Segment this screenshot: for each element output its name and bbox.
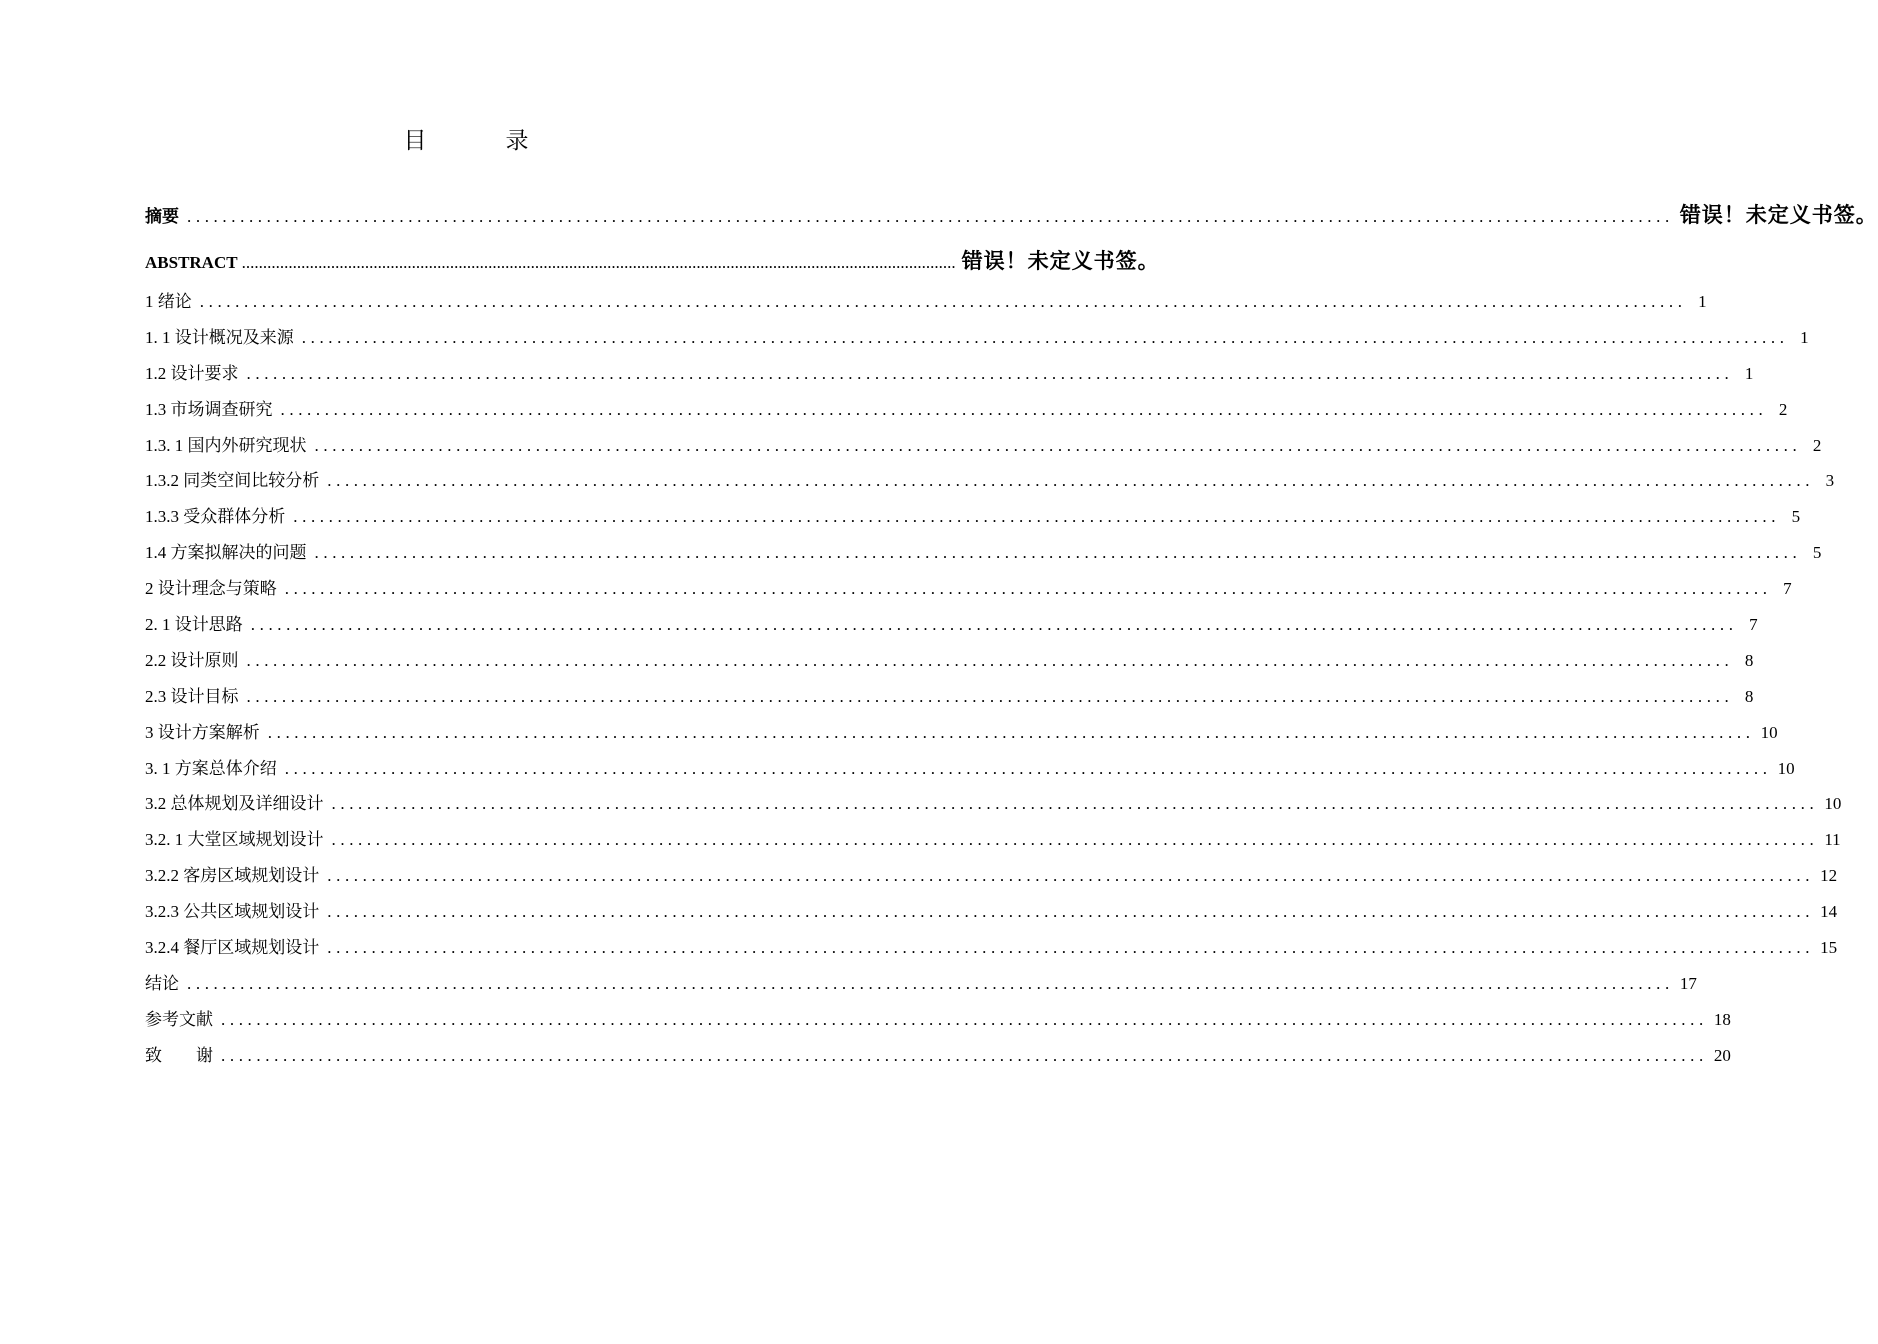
toc-entry-label: 1.2 设计要求 (145, 363, 239, 383)
toc-entry-label: 2. 1 设计思路 (145, 615, 243, 635)
toc-entry-label: 3.2 总体规划及详细设计 (145, 794, 324, 814)
page-title: 目 录 (403, 128, 557, 154)
dot-leader: ........................................................................................................................................................................ (221, 1045, 1708, 1065)
toc-entry-label: 2.3 设计目标 (145, 686, 239, 706)
dot-leader: ........................................................................................................................................................................ (301, 327, 1789, 347)
toc-entry[interactable] (145, 392, 1788, 428)
toc-entry-label: ABSTRACT (145, 253, 238, 272)
toc-entry-label: 2 设计理念与策略 (145, 579, 277, 599)
toc-entry-label: 致 谢 (145, 1045, 213, 1065)
toc-entry[interactable] (145, 1038, 1731, 1074)
toc-page-number: 2 (1812, 435, 1822, 455)
toc-page-number: 11 (1824, 830, 1841, 850)
dot-leader: ........................................................................................................................................................................ (246, 686, 1734, 706)
toc-entry-label: 1.3 市场调查研究 (145, 399, 273, 419)
toc-page-number: 10 (1777, 758, 1795, 778)
toc-entry[interactable] (145, 858, 1838, 894)
toc-entry[interactable] (145, 499, 1801, 535)
toc-entry-label: 3 设计方案解析 (145, 722, 260, 742)
toc-entry-abstract-en[interactable] (145, 238, 1160, 284)
dot-leader: ........................................................................................................................................................................ (280, 399, 1768, 419)
toc-entry-label: 3.2. 1 大堂区域规划设计 (145, 830, 324, 850)
toc-entry-label: 3.2.2 客房区域规划设计 (145, 866, 320, 886)
table-of-contents (145, 192, 1878, 1074)
toc-entry[interactable] (145, 751, 1795, 787)
toc-page-number: 8 (1744, 686, 1754, 706)
toc-page-number: 3 (1825, 471, 1835, 491)
toc-entry[interactable] (145, 607, 1758, 643)
dot-leader: ........................................................................................................................................................................ (250, 615, 1738, 635)
toc-page-number: 5 (1791, 507, 1801, 527)
dot-leader: ........................................................................................................................................................................ (246, 363, 1734, 383)
dot-leader: ........................................................................................................................................................................ (199, 292, 1687, 311)
toc-entry-label: 3.2.3 公共区域规划设计 (145, 902, 320, 922)
dot-leader: ........................................................................................................................................................................ (187, 973, 1674, 993)
dot-leader: ........................................................................................................................................................................ (187, 207, 1674, 226)
dot-leader: ........................................................................................................................................................................ (246, 650, 1734, 670)
toc-entry[interactable] (145, 463, 1835, 499)
toc-entry-label: 1.4 方案拟解决的问题 (145, 543, 307, 563)
toc-page-number: 12 (1820, 866, 1838, 886)
dot-leader: ........................................................................................................................................................................ (327, 866, 1815, 886)
toc-page-number: 1 (1800, 327, 1809, 347)
toc-entry[interactable] (145, 643, 1754, 679)
toc-entry-label: 1 绪论 (145, 292, 192, 311)
dot-leader: ........................................................................................................................................................................ (221, 1009, 1708, 1029)
toc-entry[interactable] (145, 966, 1697, 1002)
toc-entry[interactable] (145, 786, 1842, 822)
toc-entry-label: 摘要 (145, 207, 179, 226)
dot-leader: ........................................................................................................................................................................ (314, 435, 1802, 455)
dot-leader: ........................................................................................................................................................................ (284, 758, 1772, 778)
toc-page-number: 7 (1749, 615, 1758, 635)
dot-leader: ........................................................................................................................................................................ (327, 938, 1815, 958)
bookmark-error: 错误！未定义书签。 (1679, 203, 1878, 227)
dot-leader: ........................................................................................................................................................................ (314, 543, 1802, 563)
toc-entry[interactable] (145, 428, 1822, 464)
toc-entry[interactable] (145, 535, 1822, 571)
toc-page-number: 2 (1778, 399, 1788, 419)
toc-entry-label: 1.3.3 受众群体分析 (145, 507, 286, 527)
toc-page-number: 15 (1820, 938, 1838, 958)
toc-entry[interactable] (145, 822, 1841, 858)
dot-leader: ........................................................................................................................................................................ (241, 253, 956, 272)
toc-page-number: 1 (1698, 292, 1707, 311)
toc-entry-label: 2.2 设计原则 (145, 650, 239, 670)
dot-leader: ........................................................................................................................................................................ (284, 579, 1772, 599)
dot-leader: ........................................................................................................................................................................ (331, 794, 1819, 814)
toc-entry[interactable] (145, 715, 1778, 751)
toc-page-number: 7 (1783, 579, 1792, 599)
toc-entry[interactable] (145, 571, 1792, 607)
dot-leader: ........................................................................................................................................................................ (293, 507, 1781, 527)
toc-entry-label: 1. 1 设计概况及来源 (145, 327, 294, 347)
toc-entry[interactable] (145, 930, 1838, 966)
toc-entry-label: 参考文献 (145, 1009, 213, 1029)
toc-entry-label: 3. 1 方案总体介绍 (145, 758, 277, 778)
toc-entry[interactable] (145, 320, 1809, 356)
dot-leader: ........................................................................................................................................................................ (327, 902, 1815, 922)
toc-entry-label: 结论 (145, 973, 179, 993)
toc-page-number: 1 (1744, 363, 1754, 383)
toc-entry-list (145, 284, 1842, 1074)
toc-entry[interactable] (145, 356, 1754, 392)
toc-page-number: 18 (1713, 1009, 1731, 1029)
toc-entry[interactable] (145, 894, 1838, 930)
toc-entry[interactable] (145, 679, 1754, 715)
toc-page-number: 5 (1812, 543, 1822, 563)
toc-entry-label: 3.2.4 餐厅区域规划设计 (145, 938, 320, 958)
toc-page-number: 14 (1820, 902, 1838, 922)
toc-entry-label: 1.3. 1 国内外研究现状 (145, 435, 307, 455)
toc-entry[interactable] (145, 1002, 1731, 1038)
toc-entry-label: 1.3.2 同类空间比较分析 (145, 471, 320, 491)
toc-page-number: 8 (1744, 650, 1754, 670)
toc-page-number: 10 (1760, 722, 1778, 742)
toc-page-number: 17 (1679, 973, 1697, 993)
toc-page-number: 10 (1824, 794, 1842, 814)
toc-entry-abstract-cn[interactable] (145, 192, 1878, 238)
toc-entry[interactable] (145, 284, 1707, 320)
dot-leader: ........................................................................................................................................................................ (331, 830, 1819, 850)
bookmark-error: 错误！未定义书签。 (961, 249, 1160, 273)
dot-leader: ........................................................................................................................................................................ (267, 722, 1755, 742)
dot-leader: ........................................................................................................................................................................ (327, 471, 1815, 491)
toc-page-number: 20 (1713, 1045, 1731, 1065)
